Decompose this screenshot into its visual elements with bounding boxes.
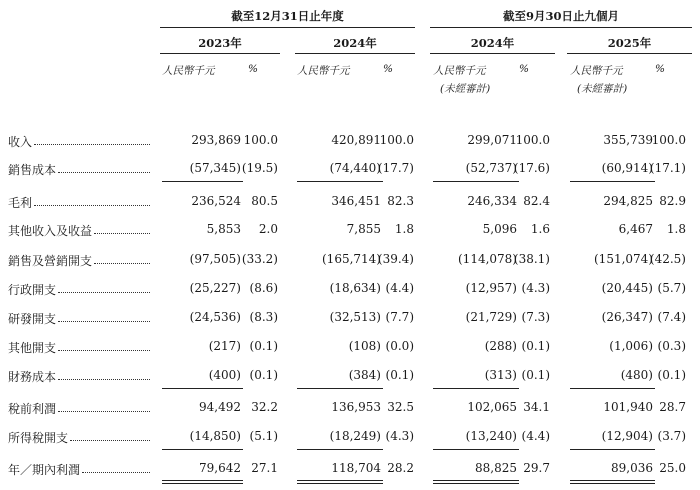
dot-leader (58, 379, 150, 380)
unaudited-label-1: (未經審計) (440, 83, 491, 95)
row-label: 銷售及營銷開支 (8, 254, 93, 268)
dot-leader (58, 350, 150, 351)
percent-cell: 25.0 (659, 461, 686, 475)
amount-cell: (57,345) (189, 161, 241, 175)
header-year-2025-9m-rule (567, 53, 692, 54)
percent-cell: (3.7) (657, 429, 686, 443)
header-year-2024-9m: 2024年 (470, 36, 515, 50)
row-label: 毛利 (8, 196, 33, 210)
amount-cell: (1,006) (609, 339, 653, 353)
amount-cell: 236,524 (191, 194, 241, 208)
amount-cell: (60,914) (601, 161, 653, 175)
header-year-2024-fy-rule (295, 53, 415, 54)
amount-cell: 6,467 (618, 222, 653, 236)
percent-cell: (0.1) (657, 368, 686, 382)
amount-cell: (400) (208, 368, 241, 382)
unaudited-label-2: (未經審計) (577, 83, 628, 95)
percent-cell: (17.7) (377, 161, 414, 175)
amount-cell: (114,078) (458, 252, 517, 266)
subtotal-rule (433, 449, 519, 450)
row-label: 所得稅開支 (8, 431, 69, 445)
amount-cell: 293,869 (191, 133, 241, 147)
header-year-2024-9m-rule (430, 53, 555, 54)
amount-cell: (12,904) (601, 429, 653, 443)
amount-cell: (12,957) (465, 281, 517, 295)
amount-cell: 79,642 (199, 461, 241, 475)
percent-cell: 100.0 (379, 133, 414, 147)
pct-label-2: % (383, 63, 393, 75)
total-double-rule (570, 480, 655, 484)
percent-cell: (4.3) (385, 429, 414, 443)
percent-cell: (8.3) (249, 310, 278, 324)
percent-cell: (38.1) (513, 252, 550, 266)
percent-cell: (7.7) (385, 310, 414, 324)
amount-cell: (74,440) (329, 161, 381, 175)
header-group-nine-months-rule (430, 27, 692, 28)
subtotal-rule (162, 181, 243, 182)
percent-cell: (0.1) (249, 368, 278, 382)
amount-cell: (24,536) (189, 310, 241, 324)
percent-cell: (17.6) (513, 161, 550, 175)
amount-cell: (13,240) (465, 429, 517, 443)
amount-cell: (32,513) (329, 310, 381, 324)
percent-cell: (7.4) (657, 310, 686, 324)
subtotal-rule (433, 388, 519, 389)
amount-cell: 101,940 (603, 400, 653, 414)
subtotal-rule (162, 388, 243, 389)
percent-cell: (0.1) (385, 368, 414, 382)
percent-cell: 28.2 (387, 461, 414, 475)
amount-cell: (18,249) (329, 429, 381, 443)
unit-label-2: 人民幣千元 (297, 65, 350, 77)
percent-cell: (4.4) (521, 429, 550, 443)
percent-cell: 100.0 (243, 133, 278, 147)
header-year-2023: 2023年 (198, 36, 242, 50)
amount-cell: (288) (484, 339, 517, 353)
unit-label-4: 人民幣千元 (570, 65, 623, 77)
percent-cell: 34.1 (523, 400, 550, 414)
row-label: 行政開支 (8, 283, 57, 297)
percent-cell: (4.4) (385, 281, 414, 295)
unit-label-3: 人民幣千元 (433, 65, 486, 77)
percent-cell: (5.7) (657, 281, 686, 295)
amount-cell: (217) (208, 339, 241, 353)
percent-cell: 27.1 (251, 461, 278, 475)
amount-cell: (26,347) (601, 310, 653, 324)
subtotal-rule (570, 388, 655, 389)
amount-cell: 346,451 (331, 194, 381, 208)
header-year-2025-9m: 2025年 (607, 36, 652, 50)
amount-cell: (14,850) (189, 429, 241, 443)
header-year-2023-rule (160, 53, 280, 54)
pct-label-3: % (519, 63, 529, 75)
percent-cell: 32.2 (251, 400, 278, 414)
subtotal-rule (297, 388, 383, 389)
amount-cell: (20,445) (601, 281, 653, 295)
header-group-fiscal-year: 截至12月31日止年度 (231, 9, 344, 23)
row-label: 收入 (8, 135, 33, 149)
unit-label-1: 人民幣千元 (162, 65, 215, 77)
subtotal-rule (297, 449, 383, 450)
amount-cell: 118,704 (331, 461, 381, 475)
amount-cell: (165,714) (322, 252, 381, 266)
amount-cell: 7,855 (346, 222, 381, 236)
total-double-rule (162, 480, 243, 484)
subtotal-rule (570, 181, 655, 182)
amount-cell: (384) (348, 368, 381, 382)
percent-cell: (0.3) (657, 339, 686, 353)
percent-cell: (0.0) (385, 339, 414, 353)
percent-cell: 28.7 (659, 400, 686, 414)
total-double-rule (433, 480, 519, 484)
percent-cell: (17.1) (649, 161, 686, 175)
row-label: 研發開支 (8, 312, 57, 326)
percent-cell: (0.1) (521, 339, 550, 353)
dot-leader (82, 472, 150, 473)
row-label: 稅前利潤 (8, 402, 57, 416)
header-group-nine-months: 截至9月30日止九個月 (502, 9, 619, 23)
percent-cell: 1.8 (394, 222, 414, 236)
amount-cell: 88,825 (475, 461, 517, 475)
row-label: 銷售成本 (8, 163, 57, 177)
pct-label-4: % (655, 63, 665, 75)
amount-cell: (97,505) (189, 252, 241, 266)
percent-cell: (42.5) (649, 252, 686, 266)
amount-cell: (480) (620, 368, 653, 382)
subtotal-rule (162, 449, 243, 450)
amount-cell: (52,737) (465, 161, 517, 175)
percent-cell: (7.3) (521, 310, 550, 324)
percent-cell: 100.0 (515, 133, 550, 147)
header-group-fiscal-year-rule (160, 27, 415, 28)
amount-cell: 246,334 (467, 194, 517, 208)
amount-cell: (108) (348, 339, 381, 353)
amount-cell: 355,739 (603, 133, 653, 147)
percent-cell: 100.0 (651, 133, 686, 147)
percent-cell: 82.4 (523, 194, 550, 208)
percent-cell: (8.6) (249, 281, 278, 295)
dot-leader (58, 411, 150, 412)
amount-cell: 136,953 (331, 400, 381, 414)
percent-cell: (19.5) (241, 161, 278, 175)
dot-leader (58, 172, 150, 173)
amount-cell: 420,891 (331, 133, 381, 147)
amount-cell: 294,825 (603, 194, 653, 208)
dot-leader (58, 292, 150, 293)
amount-cell: 5,096 (482, 222, 517, 236)
amount-cell: 102,065 (467, 400, 517, 414)
percent-cell: (39.4) (377, 252, 414, 266)
amount-cell: (151,074) (594, 252, 653, 266)
percent-cell: 32.5 (387, 400, 414, 414)
total-double-rule (297, 480, 383, 484)
dot-leader (34, 205, 150, 206)
header-year-2024-fy: 2024年 (333, 36, 377, 50)
row-label: 其他收入及收益 (8, 224, 93, 238)
amount-cell: (313) (484, 368, 517, 382)
row-label: 財務成本 (8, 370, 57, 384)
subtotal-rule (297, 181, 383, 182)
amount-cell: (21,729) (465, 310, 517, 324)
amount-cell: (25,227) (189, 281, 241, 295)
amount-cell: 299,071 (467, 133, 517, 147)
percent-cell: (0.1) (521, 368, 550, 382)
percent-cell: 1.6 (530, 222, 550, 236)
subtotal-rule (570, 449, 655, 450)
percent-cell: (5.1) (249, 429, 278, 443)
amount-cell: (18,634) (329, 281, 381, 295)
amount-cell: 89,036 (611, 461, 653, 475)
pct-label-1: % (248, 63, 258, 75)
dot-leader (58, 321, 150, 322)
dot-leader (70, 440, 150, 441)
percent-cell: 80.5 (251, 194, 278, 208)
row-label: 其他開支 (8, 341, 57, 355)
percent-cell: (4.3) (521, 281, 550, 295)
percent-cell: 29.7 (523, 461, 550, 475)
amount-cell: 5,853 (206, 222, 241, 236)
percent-cell: (0.1) (249, 339, 278, 353)
dot-leader (34, 144, 150, 145)
subtotal-rule (433, 181, 519, 182)
percent-cell: 1.8 (666, 222, 686, 236)
percent-cell: 82.9 (659, 194, 686, 208)
percent-cell: (33.2) (241, 252, 278, 266)
amount-cell: 94,492 (199, 400, 241, 414)
percent-cell: 2.0 (258, 222, 278, 236)
percent-cell: 82.3 (387, 194, 414, 208)
row-label: 年／期內利潤 (8, 463, 81, 477)
